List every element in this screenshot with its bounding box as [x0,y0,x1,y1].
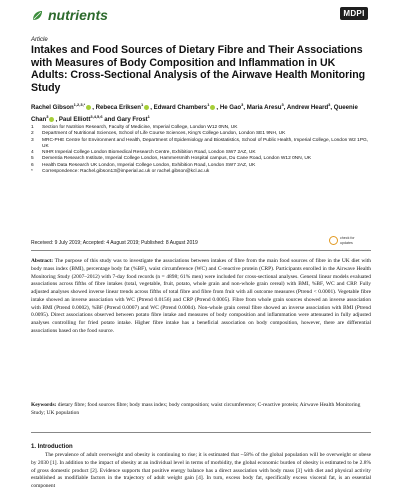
orcid-icon[interactable] [86,105,91,110]
mdpi-logo[interactable]: MDPI [340,7,368,20]
keywords-label: Keywords: [31,402,57,408]
author-name: Rachel Gibson [31,104,74,112]
author[interactable] [104,116,150,123]
author-name: and Gary Frost [104,116,148,124]
author-affiliation-marker: 3 [328,102,331,107]
affiliation-text: MRC-PHE Centre for Environment and Health, Department of Epidemiology and Biostatistics, School of Public Health, Imperial College, London W2 1PG, UK [42,137,369,149]
author-name: Paul Elliott [58,116,91,124]
abstract [31,258,371,336]
affiliation-list [31,125,371,175]
abstract-label: Abstract: [31,258,54,264]
introduction-text: The prevalence of adult overweight and obesity is continuing to rise; it is estimated that ~58% of the global population will be overweight or obese by 2030 [1]. In addition to the impact of obesity at an individual level in terms of morbidity, the global economic burden of obesity is estimated to be 2.8% of gross domestic product [2]. Evidence supports that positive energy balance has a direct association with body mass [3] with diet and physical activity established as modifiable factors in the trajectory of adult weight gain [4]. In turn, excess body fat, specifically excess visceral fat, is an essential component [31,452,371,489]
affiliation-number: 2 [31,131,34,137]
author-name: Andrew Heard [286,104,329,112]
affiliation-number: 1 [31,125,34,130]
affiliation-text: Correspondence: Rachel.gibson13@imperial.ac.uk or rachel.gibson@kcl.ac.uk [42,169,210,175]
updates-line2: updates [340,240,353,245]
author-affiliation-marker: 3 [241,102,244,107]
keywords-text: dietary fibre; food sources fibre; body mass index; body composition; waist circumference; C-reactive protein; Airwave Health Monitoring Study; UK population [31,402,361,416]
orcid-icon[interactable] [210,105,215,110]
affiliation [31,169,371,175]
author-name: Queenie Chan [31,104,358,124]
affiliation-number: 6 [31,162,34,168]
orcid-icon[interactable] [49,117,54,122]
author[interactable] [220,104,244,111]
check-updates-icon [329,236,338,245]
affiliation [31,138,371,151]
author-affiliation-marker: 1 [207,102,210,107]
abstract-text: The purpose of this study was to investigate the associations between intakes of fibre from the main food sources of fibre in the UK diet with body mass index (BMI), percentage body fat (%BF), waist circumference (WC) and C-reactive protein (CRP). Participants enrolled in the Airwave Health Monitoring Study (2007–2012) with 7-day food records (n = 4898; 61% men) were included for cross-sectional analyses. General linear models evaluated associations across fifths of fibre intakes (total, vegetable, fruit, potato, whole grain and non-whole grain cereal) with BMI, %BF, WC and CRP. Fully adjusted analyses showed inverse linear trends across fifths of total fibre and fibre from fruit with all outcome measures (Ptrend < 0.0001). Vegetable fibre intake showed an inverse association with WC (Ptrend 0.0156) and CRP (Ptrend 0.0005). Fibre from whole grain sources showed an inverse association with BMI (Ptrend 0.0002), %BF (Ptrend 0.0007) and WC (Ptrend 0.0004). Non-whole grain cereal fibre showed an inverse association with BMI (Ptrend 0.0095). Direct associations observed between potato fibre intake and measures of body composition and inflammation were attenuated in fully adjusted analyses controlling for fried potato intake. Higher fibre intake has a beneficial association on body composition, however, there are differential associations based on the food source. [31,258,371,334]
affiliation-number: 3 [31,137,34,143]
orcid-icon[interactable] [144,105,149,110]
author-name: He Gao [219,104,242,112]
affiliation-text: NIHR Imperial College London Biomedical Research Centre, Exhibition Road, London SW7 2AZ, UK [42,150,256,156]
author[interactable] [96,104,151,111]
author-affiliation-marker: 3,4,5,6 [90,114,103,120]
author[interactable] [287,104,331,111]
author[interactable] [154,104,217,111]
author-affiliation-marker: 1 [147,114,150,120]
affiliation-text: Section for Nutrition Research, Faculty of Medicine, Imperial College, London W12 0NN, UK [42,125,238,130]
leaf-icon [31,9,44,22]
author-name: Edward Chambers [153,104,208,112]
author-name: Maria Aresu [246,104,282,112]
author-name: Rebeca Eriksen [95,104,142,112]
article-title: Intakes and Food Sources of Dietary Fibre and Their Associations with Measures of Body Composition and Inflammation in UK Adults: Cross-Sectional Analysis of the Airwave Health Monitoring Study [31,44,366,94]
keywords [31,402,371,418]
affiliation-number: * [31,169,33,175]
author[interactable] [31,104,92,111]
affiliation-text: Health Data Research UK London, Imperial College London, Exhibition Road, London SW7 2AZ, UK [42,162,256,168]
affiliation-number: 4 [31,150,34,156]
author-affiliation-marker: 1,2,3,* [73,102,86,107]
author[interactable] [247,104,284,111]
author-affiliation-marker: 1 [141,102,144,107]
article-type: Article [31,37,48,43]
author-list: Rachel Gibson$^{1,2,3,*}$ , Rebeca Eriksen$^1$ , Edward Chambers$^1$ , He Gao$^3$, Maria Aresu$^3$, Andrew Heard$^3$, Queenie Chan$^3$ , Paul Elliott$^{3,4,5,6}$ and Gary Frost$^1$ [31,102,358,124]
publication-dates: Received: 9 July 2019; Accepted: 4 August 2019; Published: 8 August 2019 [31,240,198,246]
divider [31,432,371,433]
journal-name: nutrients [48,7,108,23]
section-heading: 1. Introduction [31,444,73,450]
affiliation-text: Department of Nutritional Sciences, School of Life Course Sciences, King's College London, London SE1 9NH, UK [42,131,286,137]
author-affiliation-marker: 3 [281,102,284,107]
author[interactable] [59,116,103,123]
updates-line1: check for [340,236,355,241]
journal-header [31,7,108,23]
author-affiliation-marker: 3 [46,114,49,120]
affiliation-text: Dementia Research Institute, Imperial College London, Hammersmith Hospital campus, Du Cane Road, London W12 0NN, UK [42,156,312,162]
check-for-updates-badge[interactable] [329,236,355,245]
divider [31,250,371,251]
affiliation-number: 5 [31,156,34,162]
